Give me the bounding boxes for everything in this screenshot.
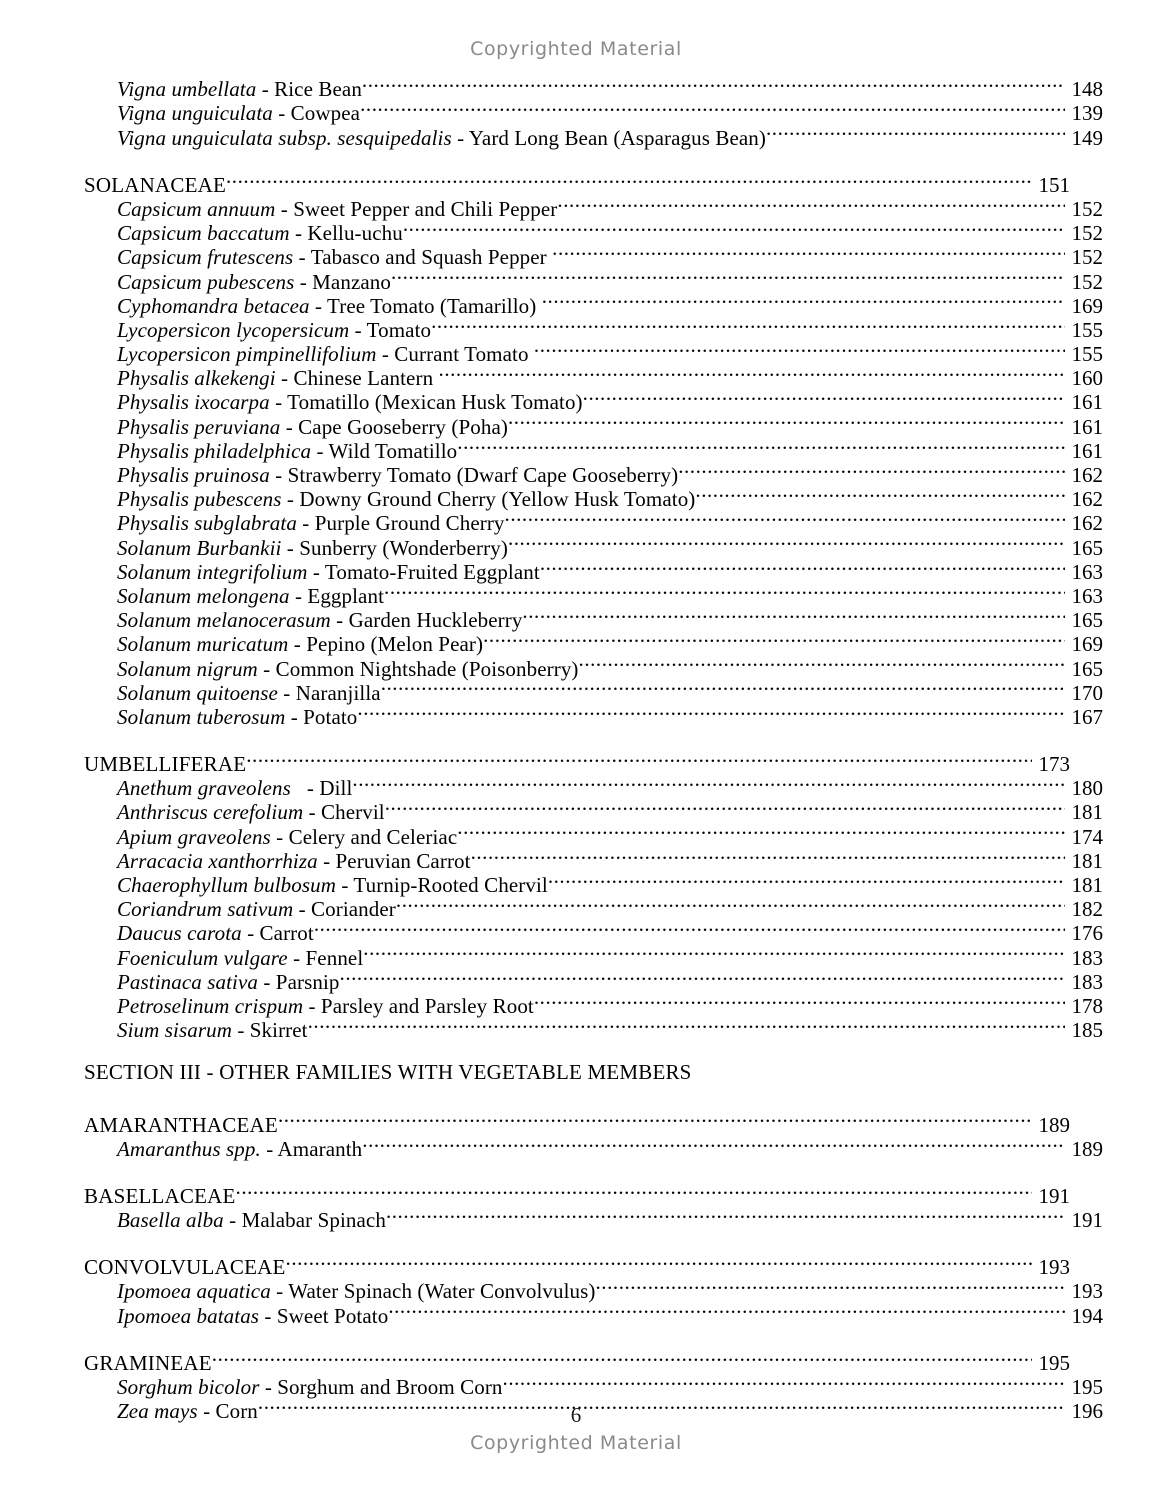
common-name: - Currant Tomato <box>376 342 534 367</box>
toc-page-number: 180 <box>1071 776 1103 801</box>
toc-entry-label <box>117 970 340 994</box>
dot-leader <box>508 409 1065 433</box>
toc-page-number: 191 <box>1071 1208 1103 1233</box>
scientific-name: Physalis subglabrata <box>117 511 297 536</box>
toc-page-number: 162 <box>1071 511 1103 536</box>
toc-page-number: 181 <box>1071 848 1103 873</box>
common-name: - Sweet Pepper and Chili Pepper <box>275 196 558 221</box>
family-name: BASELLACEAE <box>84 1183 236 1208</box>
toc-page-number: 193 <box>1071 1279 1103 1304</box>
common-name: - Turnip-Rooted Chervil <box>336 873 548 897</box>
toc-page-number: 160 <box>1071 366 1103 391</box>
toc-species-row[interactable] <box>84 1203 1103 1233</box>
toc-page-number: 185 <box>1071 1018 1103 1043</box>
common-name: - Skirret <box>231 1018 308 1043</box>
toc-family-row[interactable] <box>84 1250 1070 1280</box>
toc-page-number: 161 <box>1071 390 1103 415</box>
common-name: - Coriander <box>293 897 396 922</box>
toc-entry-label <box>117 439 457 463</box>
dot-leader <box>695 482 1065 506</box>
dot-leader <box>340 965 1065 989</box>
toc-entry-label <box>117 1018 308 1042</box>
toc-entry-label <box>117 463 678 487</box>
scientific-name: Lycopersicon pimpinellifolium <box>117 342 377 367</box>
common-name: - Carrot <box>241 921 314 946</box>
dot-leader <box>384 579 1065 603</box>
scientific-name: Solanum melongena <box>117 583 290 608</box>
toc-page-number: 174 <box>1071 824 1103 849</box>
scientific-name: Physalis philadelphica <box>117 438 312 463</box>
scientific-name: Solanum muricatum <box>117 632 289 657</box>
common-name: - Yard Long Bean (Asparagus Bean) <box>451 125 766 150</box>
toc-page-number: 169 <box>1071 293 1103 318</box>
scientific-name: Arracacia xanthorrhiza <box>117 848 318 873</box>
dot-leader <box>360 96 1065 120</box>
dot-leader <box>226 168 1032 192</box>
dot-leader <box>596 1274 1066 1298</box>
scientific-name: Ipomoea aquatica <box>117 1279 271 1304</box>
toc-page-number: 182 <box>1071 897 1103 922</box>
scientific-name: Physalis pubescens <box>117 487 282 512</box>
toc-page-number: 181 <box>1071 800 1103 825</box>
dot-leader <box>540 555 1065 579</box>
common-name: - Dill <box>290 776 353 801</box>
toc-page-number: 183 <box>1071 945 1103 970</box>
common-name: - Manzano <box>294 269 391 294</box>
scientific-name: Physalis peruviana <box>117 414 281 439</box>
common-name: - Sorghum and Broom Corn <box>259 1375 503 1400</box>
toc-page-number: 189 <box>1071 1136 1103 1161</box>
dot-leader <box>471 844 1065 868</box>
toc-page-number: 151 <box>1038 172 1070 197</box>
common-name: - Common Nightshade (Poisonberry) <box>257 656 579 681</box>
toc-page-number: 196 <box>1071 1399 1103 1424</box>
scientific-name: Amaranthus spp. <box>117 1136 261 1161</box>
scientific-name: Solanum Burbankii <box>117 535 282 560</box>
dot-leader <box>286 1250 1032 1274</box>
common-name: - Rice Bean <box>256 77 362 102</box>
dot-leader <box>246 747 1032 771</box>
common-name: - Cowpea <box>272 101 361 126</box>
toc-page-number: 161 <box>1071 414 1103 439</box>
toc-entry-label <box>84 1184 236 1208</box>
toc-page-number: 155 <box>1071 342 1103 367</box>
scientific-name: Foeniculum vulgare <box>117 945 288 970</box>
toc-species-row[interactable] <box>84 192 1103 221</box>
toc-entry-label <box>117 77 362 101</box>
toc-entry-label <box>117 705 357 729</box>
dot-leader <box>388 1298 1065 1322</box>
scientific-name: Ipomoea batatas <box>117 1303 260 1328</box>
toc-entry-label <box>84 1351 212 1375</box>
family-name: AMARANTHACEAE <box>84 1112 278 1137</box>
toc-family-row[interactable] <box>84 747 1070 777</box>
common-name: - Chervil <box>303 800 385 825</box>
scientific-name: Lycopersicon lycopersicum <box>117 317 350 342</box>
toc-entry-label <box>117 632 483 656</box>
dot-leader <box>678 458 1065 482</box>
table-of-contents <box>84 72 1103 1424</box>
scientific-name: Vigna umbellata <box>117 77 257 102</box>
toc-entry-label <box>84 1113 278 1137</box>
common-name: - Potato <box>285 704 358 729</box>
toc-page-number: 163 <box>1071 583 1103 608</box>
common-name: - Parsnip <box>258 969 340 994</box>
toc-species-row[interactable] <box>84 1370 1103 1400</box>
common-name: - Wild Tomatillo <box>311 438 458 463</box>
dot-leader <box>534 989 1065 1013</box>
scientific-name: Cyphomandra betacea <box>117 293 310 318</box>
common-name: - Garden Huckleberry <box>330 608 523 633</box>
toc-entry-label <box>117 584 384 608</box>
toc-page-number: 183 <box>1071 969 1103 994</box>
dot-leader <box>548 868 1065 892</box>
dot-leader <box>766 120 1065 144</box>
toc-page-number: 148 <box>1071 77 1103 102</box>
toc-page-number: 152 <box>1071 269 1103 294</box>
scientific-name: Capsicum pubescens <box>117 269 295 294</box>
toc-page-number: 161 <box>1071 438 1103 463</box>
copyright-watermark-bottom: Copyrighted Material <box>470 1432 682 1454</box>
scientific-name: Solanum tuberosum <box>117 704 286 729</box>
toc-page-number: 194 <box>1071 1303 1103 1328</box>
dot-leader <box>314 916 1065 940</box>
dot-leader <box>352 771 1065 795</box>
scientific-name: Basella alba <box>117 1208 224 1233</box>
scientific-name: Sium sisarum <box>117 1018 232 1043</box>
scientific-name: Coriandrum sativum <box>117 897 294 922</box>
toc-entry-label <box>117 221 403 245</box>
scientific-name: Capsicum annuum <box>117 196 276 221</box>
common-name: - Peruvian Carrot <box>317 848 471 873</box>
toc-entry-label <box>117 318 431 342</box>
dot-leader <box>396 892 1065 916</box>
section-heading: SECTION III - OTHER FAMILIES WITH VEGETABLE MEMBERS <box>84 1060 692 1085</box>
page-number: 6 <box>570 1403 582 1427</box>
toc-family-row[interactable] <box>84 168 1070 197</box>
scientific-name: Solanum melanocerasum <box>117 608 331 633</box>
common-name: - Tomato <box>349 317 432 342</box>
copyright-watermark-top: Copyrighted Material <box>470 38 682 60</box>
dot-leader <box>522 603 1065 627</box>
toc-entry-label <box>84 173 226 197</box>
scientific-name: Physalis alkekengi <box>117 366 276 391</box>
toc-page-number: 152 <box>1071 196 1103 221</box>
scientific-name: Chaerophyllum bulbosum <box>117 873 336 897</box>
dot-leader <box>508 530 1065 554</box>
dot-leader <box>557 192 1065 216</box>
scientific-name: Apium graveolens <box>117 824 271 849</box>
scientific-name: Solanum integrifolium <box>117 559 308 584</box>
toc-page-number: 181 <box>1071 873 1103 897</box>
toc-species-row[interactable] <box>84 72 1103 102</box>
toc-page-number: 178 <box>1071 993 1103 1018</box>
toc-page-number: 152 <box>1071 221 1103 246</box>
family-name: UMBELLIFERAE <box>84 752 247 777</box>
dot-leader <box>542 289 1065 313</box>
scientific-name: Capsicum baccatum <box>117 221 290 246</box>
scientific-name: Physalis pruinosa <box>117 463 270 487</box>
scientific-name: Pastinaca sativa <box>117 969 259 994</box>
toc-page-number: 155 <box>1071 317 1103 342</box>
common-name: - Amaranth <box>260 1136 363 1161</box>
common-name: - Water Spinach (Water Convolvulus) <box>270 1279 596 1304</box>
dot-leader <box>505 506 1065 530</box>
dot-leader <box>552 240 1065 264</box>
common-name: - Tabasco and Squash Pepper <box>293 245 553 270</box>
family-name: CONVOLVULACEAE <box>84 1255 286 1280</box>
scientific-name: Anethum graveolens <box>117 776 291 801</box>
common-name: - Tree Tomato (Tamarillo) <box>309 293 542 318</box>
dot-leader <box>362 72 1065 96</box>
common-name: - Sunberry (Wonderberry) <box>281 535 508 560</box>
toc-entry-label <box>117 681 381 705</box>
scientific-name: Anthriscus cerefolium <box>117 800 304 825</box>
section-spacer <box>84 1084 1070 1107</box>
toc-page-number: 167 <box>1071 704 1103 729</box>
common-name: - Celery and Celeriac <box>270 824 458 849</box>
toc-page-number: 165 <box>1071 656 1103 681</box>
scientific-name: Daucus carota <box>117 921 242 946</box>
toc-page-number: 173 <box>1038 752 1070 777</box>
scientific-name: Vigna unguiculata <box>117 101 273 126</box>
dot-leader <box>583 385 1065 409</box>
dot-leader <box>457 434 1065 458</box>
dot-leader <box>363 940 1065 964</box>
common-name: - Cape Gooseberry (Poha) <box>280 414 508 439</box>
dot-leader <box>308 1013 1065 1037</box>
toc-entry-label <box>84 752 246 776</box>
toc-entry-label <box>117 776 352 800</box>
toc-entry-label <box>117 849 471 873</box>
scientific-name: Vigna unguiculata subsp. sesquipedalis <box>117 125 452 150</box>
toc-page-number: 165 <box>1071 535 1103 560</box>
toc-page-number: 195 <box>1071 1375 1103 1400</box>
common-name: - Pepino (Melon Pear) <box>288 632 484 657</box>
toc-page-number: 162 <box>1071 487 1103 512</box>
toc-entry-label <box>117 511 505 535</box>
dot-leader <box>386 1203 1065 1227</box>
common-name: - Tomatillo (Mexican Husk Tomato) <box>269 390 583 415</box>
toc-page-number: 149 <box>1071 125 1103 150</box>
toc-entry-label <box>117 825 457 849</box>
toc-entry-label <box>117 608 522 632</box>
toc-page-number: 170 <box>1071 680 1103 705</box>
common-name: - Fennel <box>287 945 364 970</box>
toc-page-number: 195 <box>1038 1350 1070 1375</box>
dot-leader <box>236 1179 1032 1203</box>
toc-family-row[interactable] <box>84 1179 1070 1208</box>
family-name: GRAMINEAE <box>84 1350 212 1375</box>
toc-page-number: 139 <box>1071 101 1103 126</box>
toc-entry-label <box>117 1208 386 1232</box>
toc-family-row[interactable] <box>84 1107 1070 1137</box>
common-name: - Eggplant <box>289 583 385 608</box>
dot-leader <box>381 676 1065 700</box>
dot-leader <box>278 1107 1032 1131</box>
dot-leader <box>385 795 1065 819</box>
toc-entry-label <box>117 1304 388 1328</box>
toc-entry-label <box>117 366 439 390</box>
toc-page-number: 191 <box>1038 1183 1070 1208</box>
common-name: - Sweet Potato <box>259 1303 389 1328</box>
toc-page-number: 189 <box>1038 1112 1070 1137</box>
toc-page-number: 193 <box>1038 1255 1070 1280</box>
toc-entry-label <box>117 536 508 560</box>
common-name: - Tomato-Fruited Eggplant <box>307 559 540 584</box>
dot-leader <box>439 361 1065 385</box>
scientific-name: Sorghum bicolor <box>117 1375 260 1400</box>
common-name: - Downy Ground Cherry (Yellow Husk Tomato) <box>281 487 696 512</box>
toc-entry-label <box>117 921 314 945</box>
toc-page-number: 176 <box>1071 921 1103 946</box>
common-name: - Chinese Lantern <box>275 366 439 391</box>
scientific-name: Capsicum frutescens <box>117 245 294 270</box>
common-name: - Malabar Spinach <box>223 1208 386 1233</box>
common-name: - Strawberry Tomato (Dwarf Cape Gooseberry) <box>269 463 679 487</box>
common-name: - Purple Ground Cherry <box>296 511 505 536</box>
dot-leader <box>357 700 1065 724</box>
toc-page-number: 165 <box>1071 608 1103 633</box>
toc-entry-label <box>117 126 766 150</box>
toc-page-number: 162 <box>1071 463 1103 487</box>
scientific-name: Solanum quitoense <box>117 680 278 705</box>
dot-leader <box>483 627 1065 651</box>
common-name: - Parsley and Parsley Root <box>303 993 534 1018</box>
toc-entry-label <box>117 946 363 970</box>
toc-family-row[interactable] <box>84 1346 1070 1375</box>
family-name: SOLANACEAE <box>84 172 226 197</box>
dot-leader <box>391 264 1065 288</box>
toc-entry-label <box>117 270 391 294</box>
scientific-name: Petroselinum crispum <box>117 993 304 1018</box>
dot-leader <box>534 337 1065 361</box>
toc-page-number: 169 <box>1071 632 1103 657</box>
toc-entry-label <box>117 1137 362 1161</box>
common-name: - Kellu-uchu <box>289 221 403 246</box>
scientific-name: Solanum nigrum <box>117 656 258 681</box>
dot-leader <box>362 1132 1065 1156</box>
dot-leader <box>403 216 1065 240</box>
dot-leader <box>503 1370 1065 1394</box>
toc-page-number: 163 <box>1071 559 1103 584</box>
common-name: - Corn <box>197 1399 258 1424</box>
dot-leader <box>431 313 1065 337</box>
toc-entry-label <box>84 1255 286 1279</box>
common-name: - Naranjilla <box>277 680 381 705</box>
dot-leader <box>212 1346 1032 1370</box>
dot-leader <box>579 651 1065 675</box>
toc-entry-label <box>117 800 385 824</box>
toc-entry-label <box>117 415 508 439</box>
scientific-name: Zea mays <box>117 1399 198 1424</box>
toc-entry-label <box>117 101 360 125</box>
dot-leader <box>457 819 1065 843</box>
toc-page-number: 152 <box>1071 245 1103 270</box>
scientific-name: Physalis ixocarpa <box>117 390 270 415</box>
